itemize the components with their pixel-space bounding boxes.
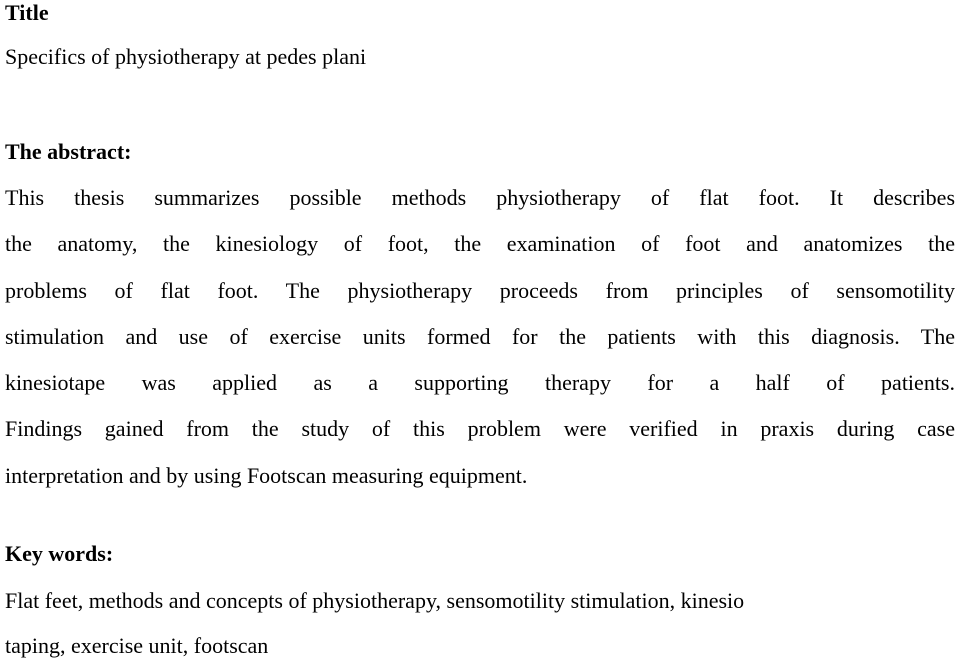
abstract-line: kinesiotape was applied as a supporting therapy for a half of patients.	[5, 370, 955, 395]
abstract-line: problems of flat foot. The physiotherapy proceeds from principles of sensomotility	[5, 278, 955, 303]
keywords-heading: Key words:	[5, 541, 114, 566]
abstract-heading: The abstract:	[5, 139, 132, 164]
keywords-line: taping, exercise unit, footscan	[5, 633, 269, 658]
abstract-line: the anatomy, the kinesiology of foot, the examination of foot and anatomizes the	[5, 231, 955, 256]
abstract-line: Findings gained from the study of this problem were verified in praxis during case	[5, 416, 955, 441]
abstract-line: stimulation and use of exercise units formed for the patients with this diagnosis. The	[5, 324, 955, 349]
abstract-line: This thesis summarizes possible methods physiotherapy of flat foot. It describes	[5, 185, 955, 210]
title-text: Specifics of physiotherapy at pedes plani	[5, 44, 367, 69]
title-heading: Title	[5, 0, 49, 25]
abstract-line: interpretation and by using Footscan measuring equipment.	[5, 463, 528, 488]
keywords-line: Flat feet, methods and concepts of physiotherapy, sensomotility stimulation, kinesio	[5, 588, 745, 613]
